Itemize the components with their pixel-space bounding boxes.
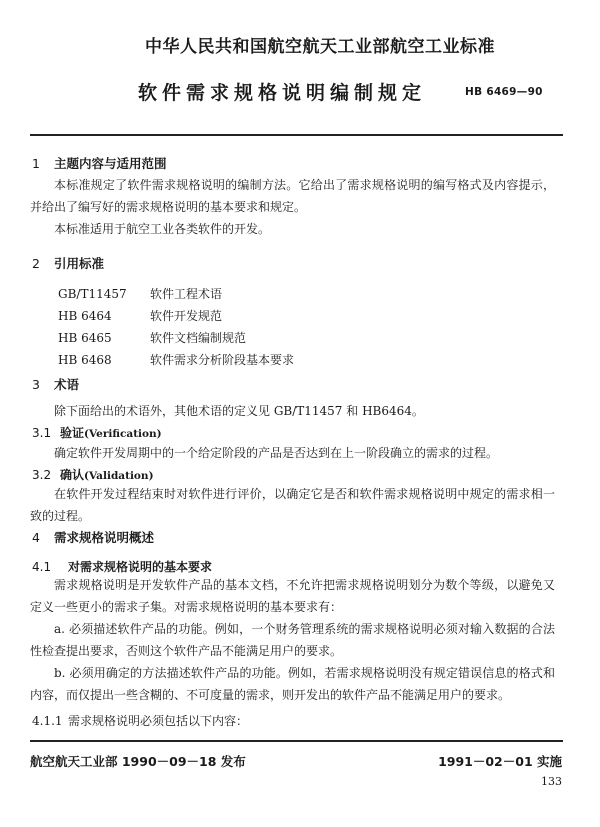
- issuing-organization: 中华人民共和国航空航天工业部航空工业标准: [145, 37, 495, 57]
- section-1-heading: [32, 154, 167, 172]
- section-3-intro: 除下面给出的术语外，其他术语的定义见 GB/T11457 和 HB6464。: [54, 404, 424, 418]
- term-3-1-definition: 确定软件开发周期中的一个给定阶段的产品是否达到在上一阶段确立的需求的过程。: [54, 446, 499, 460]
- subsection-number: 4.1: [32, 560, 52, 574]
- reference-row: [58, 285, 222, 302]
- term-english: (Verification): [84, 428, 162, 440]
- reference-row: [58, 307, 222, 324]
- term-name: 验证: [60, 426, 85, 440]
- reference-row: [58, 351, 294, 368]
- standard-code: HB 6469—90: [465, 86, 543, 98]
- document-title: 软件需求规格说明编制规定: [138, 82, 427, 104]
- term-3-1-heading: [32, 424, 162, 441]
- subsection-4-1-paragraph: 需求规格说明是开发软件产品的基本文档，不允许把需求规格说明划分为数个等级，以避免又定义一些更小的需求子集。对需求规格说明的基本要求有：: [30, 578, 555, 614]
- term-name: 确认: [60, 468, 85, 482]
- subsection-4-1-1: [32, 712, 248, 729]
- section-title: 主题内容与适用范围: [54, 156, 167, 171]
- section-number: 4: [32, 530, 40, 545]
- requirement-item-a: a. 必须描述软件产品的功能。例如，一个财务管理系统的需求规格说明必须对输入数据的合法性检查提出要求，否则这个软件产品不能满足用户的要求。: [30, 622, 555, 658]
- term-english: (Validation): [84, 470, 154, 482]
- term-number: 3.1: [32, 426, 52, 440]
- footer-divider: [30, 740, 563, 742]
- reference-title: 软件工程术语: [150, 287, 223, 301]
- reference-code: HB 6465: [58, 331, 112, 345]
- reference-code: HB 6468: [58, 353, 112, 367]
- header-divider: [30, 134, 563, 136]
- subsection-number: 4.1.1: [32, 714, 63, 728]
- reference-code: GB/T11457: [58, 287, 127, 301]
- reference-code: HB 6464: [58, 309, 112, 323]
- section-1-paragraph-1: 本标准规定了软件需求规格说明的编制方法。它给出了需求规格说明的编写格式及内容提示，并给出了编写好的需求规格说明的基本要求和规定。: [30, 178, 555, 214]
- reference-title: 软件需求分析阶段基本要求: [150, 353, 295, 367]
- page-number: 133: [541, 775, 562, 788]
- reference-title: 软件文档编制规范: [150, 331, 247, 345]
- section-title: 术语: [54, 377, 80, 392]
- section-title: 引用标准: [54, 256, 105, 271]
- section-number: 1: [32, 156, 40, 171]
- effective-date: 1991－02－01 实施: [438, 754, 562, 769]
- term-number: 3.2: [32, 468, 52, 482]
- section-1-paragraph-2: 本标准适用于航空工业各类软件的开发。: [54, 222, 271, 236]
- issue-date: 航空航天工业部 1990－09－18 发布: [30, 754, 246, 769]
- reference-row: [58, 329, 246, 346]
- section-3-heading: [32, 375, 79, 393]
- section-2-heading: [32, 254, 104, 272]
- section-4-heading: [32, 528, 154, 546]
- subsection-4-1-heading: [32, 558, 212, 575]
- term-3-2-definition: 在软件开发过程结束时对软件进行评价，以确定它是否和软件需求规格说明中规定的需求相一致的过程。: [30, 487, 555, 523]
- section-number: 2: [32, 256, 40, 271]
- subsection-text: 需求规格说明必须包括以下内容：: [68, 714, 249, 728]
- subsection-title: 对需求规格说明的基本要求: [68, 560, 213, 574]
- requirement-item-b: b. 必须用确定的方法描述软件产品的功能。例如，若需求规格说明没有规定错误信息的格式和内容，而仅提出一些含糊的、不可度量的需求，则开发出的软件产品不能满足用户的要求。: [30, 666, 555, 702]
- section-number: 3: [32, 377, 40, 392]
- section-title: 需求规格说明概述: [54, 530, 155, 545]
- term-3-2-heading: [32, 466, 154, 483]
- reference-title: 软件开发规范: [150, 309, 223, 323]
